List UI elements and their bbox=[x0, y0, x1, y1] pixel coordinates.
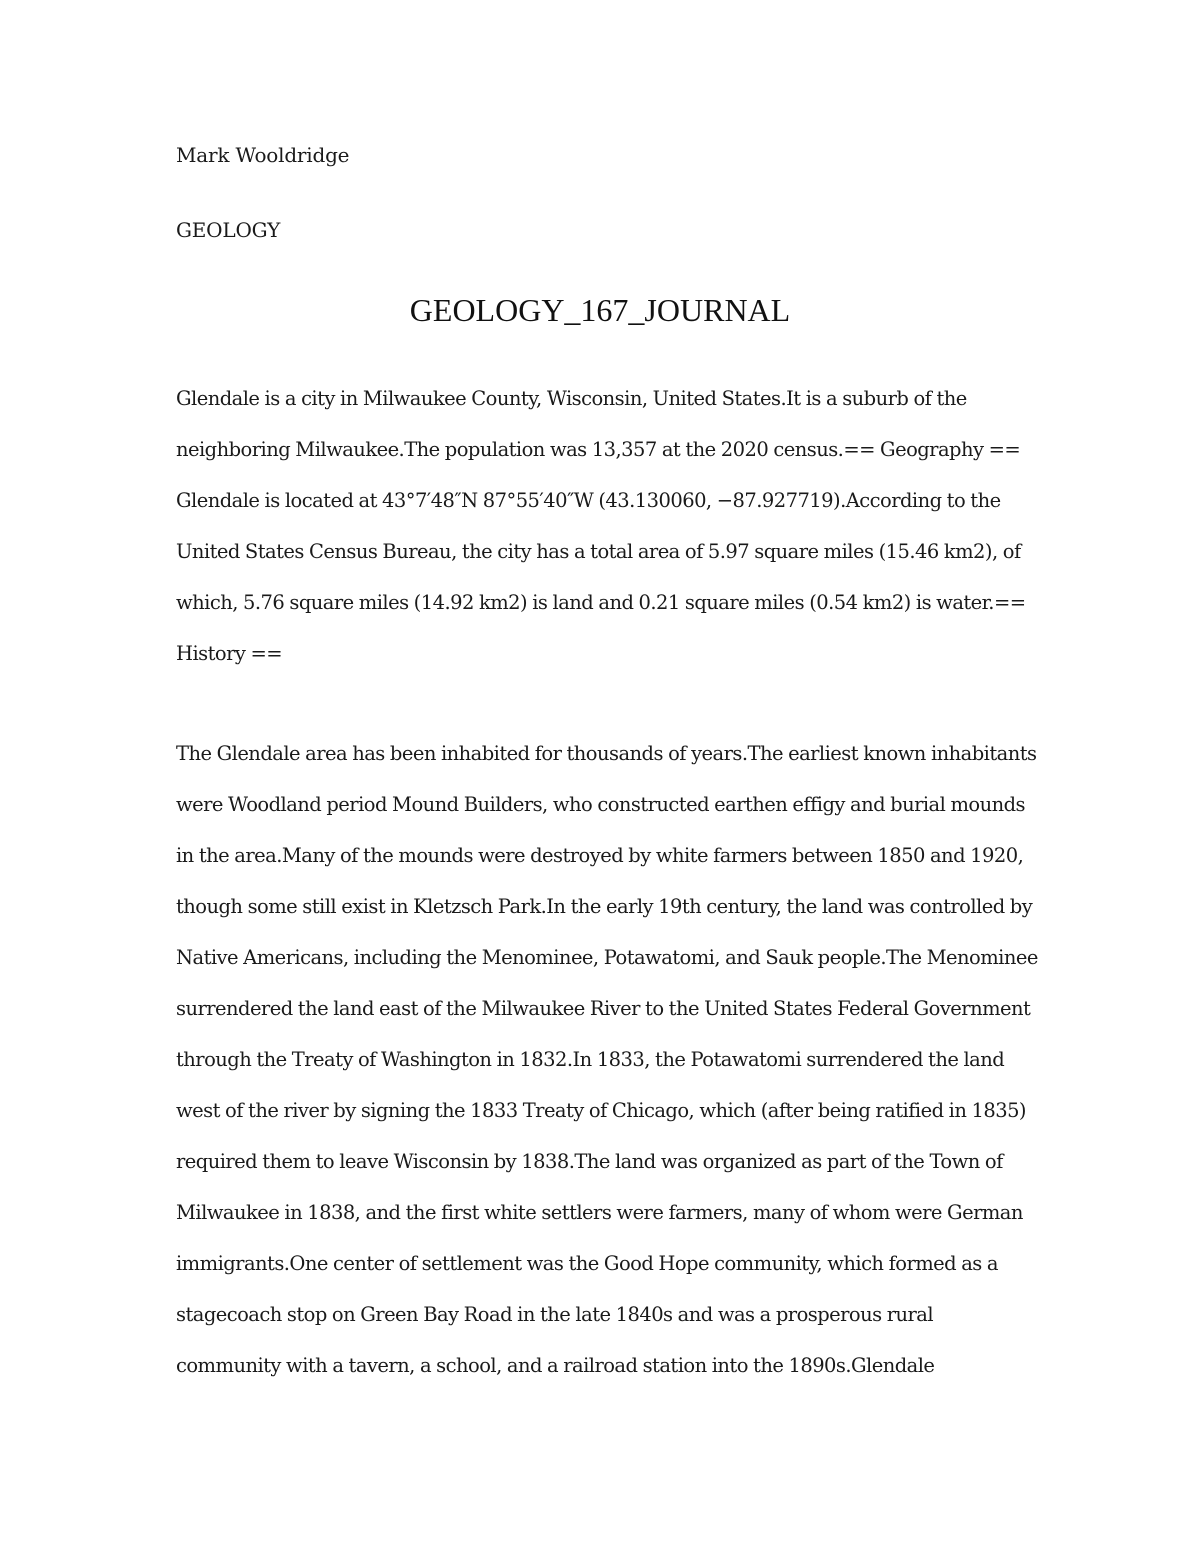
course-name: GEOLOGY bbox=[176, 218, 281, 242]
text-line: community with a tavern, a school, and a railroad station into the 1890s.Glendale bbox=[176, 1354, 935, 1377]
text-line: in the area.Many of the mounds were destroyed by white farmers between 1850 and 1920, bbox=[176, 844, 1024, 867]
text-line: History == bbox=[176, 642, 283, 665]
text-line: though some still exist in Kletzsch Park.In the early 19th century, the land was controlled by bbox=[176, 895, 1033, 918]
text-line: Native Americans, including the Menominee, Potawatomi, and Sauk people.The Menominee bbox=[176, 946, 1038, 969]
text-line: Glendale is a city in Milwaukee County, Wisconsin, United States.It is a suburb of the bbox=[176, 387, 967, 410]
author-name: Mark Wooldridge bbox=[176, 143, 350, 167]
text-line: stagecoach stop on Green Bay Road in the late 1840s and was a prosperous rural bbox=[176, 1303, 934, 1326]
text-line: Milwaukee in 1838, and the first white settlers were farmers, many of whom were German bbox=[176, 1201, 1023, 1224]
text-line: The Glendale area has been inhabited for thousands of years.The earliest known inhabitants bbox=[176, 742, 1037, 765]
text-line: were Woodland period Mound Builders, who constructed earthen effigy and burial mounds bbox=[176, 793, 1026, 816]
text-line: required them to leave Wisconsin by 1838.The land was organized as part of the Town of bbox=[176, 1150, 1003, 1173]
text-line: through the Treaty of Washington in 1832.In 1833, the Potawatomi surrendered the land bbox=[176, 1048, 1005, 1071]
paragraph-geography bbox=[176, 373, 1036, 679]
document-title: GEOLOGY_167_JOURNAL bbox=[409, 292, 791, 328]
text-line: immigrants.One center of settlement was the Good Hope community, which formed as a bbox=[176, 1252, 998, 1275]
text-line: neighboring Milwaukee.The population was 13,357 at the 2020 census.== Geography == bbox=[176, 438, 1021, 461]
text-line: west of the river by signing the 1833 Treaty of Chicago, which (after being ratified in 1835) bbox=[176, 1099, 1026, 1122]
text-line: Glendale is located at 43°7′48″N 87°55′40″W (43.130060, −87.927719).According to the bbox=[176, 489, 1001, 512]
text-line: surrendered the land east of the Milwaukee River to the United States Federal Government bbox=[176, 997, 1031, 1020]
paragraph-history bbox=[176, 728, 1036, 1391]
text-line: United States Census Bureau, the city has a total area of 5.97 square miles (15.46 km2), of bbox=[176, 540, 1021, 563]
text-line: which, 5.76 square miles (14.92 km2) is land and 0.21 square miles (0.54 km2) is water.== bbox=[176, 591, 1026, 614]
